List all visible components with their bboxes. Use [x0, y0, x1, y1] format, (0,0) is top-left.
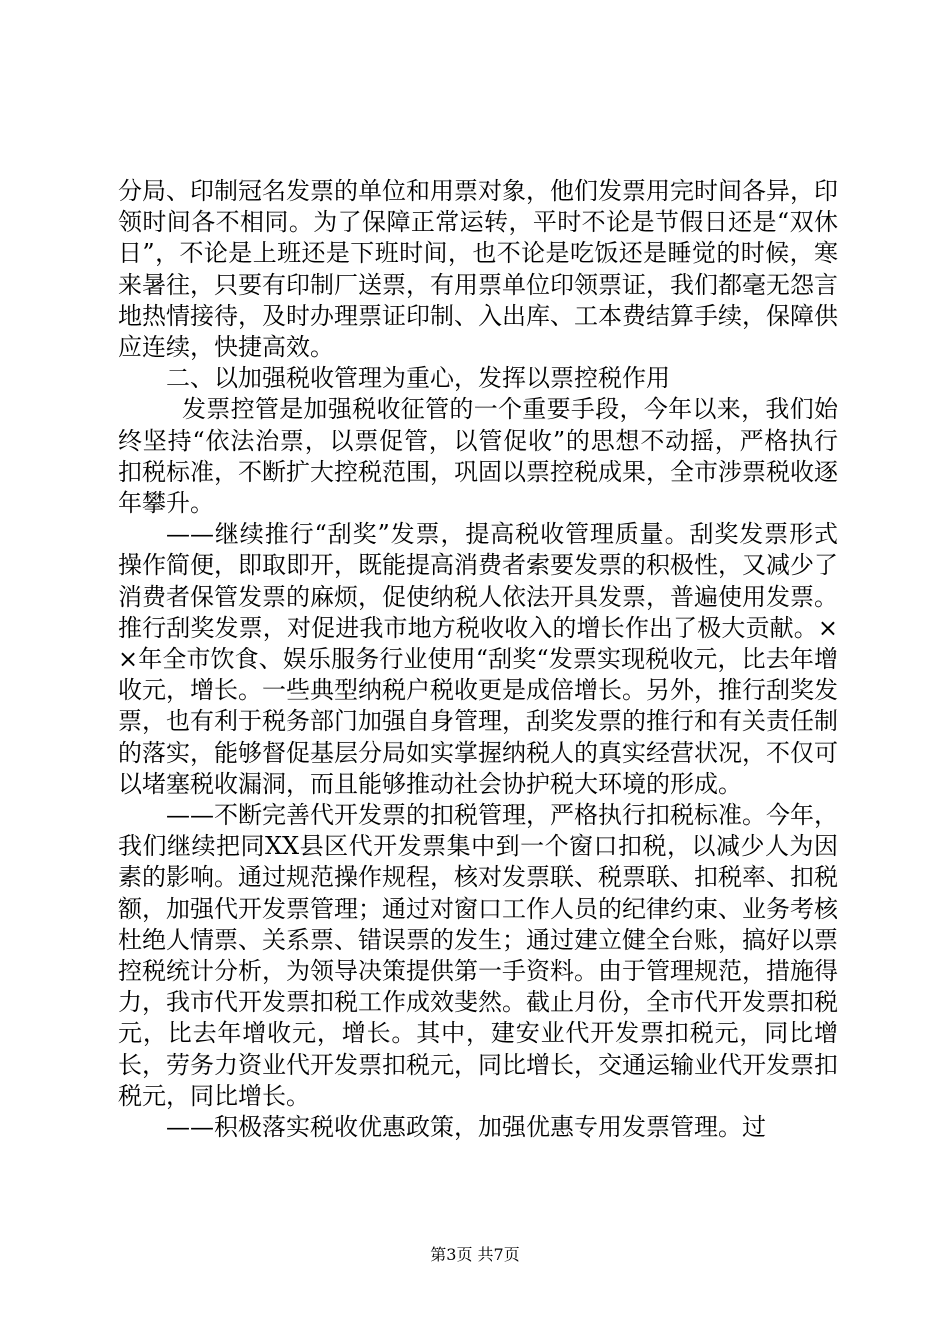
paragraph-tax-preference: ——积极落实税收优惠政策，加强优惠专用发票管理。过 [166, 1113, 766, 1142]
section-heading: 二、以加强税收管理为重心，发挥以票控税作用 [166, 364, 670, 393]
page-number-footer: 第3页 共7页 [430, 1245, 520, 1264]
paragraph-invoice-control: 发票控管是加强税收征管的一个重要手段，今年以来，我们始终坚持“依法治票，以票促管，以管促收”的思想不动摇，严格执行扣税标准，不断扩大控税范围，巩固以票控税成果，全市涉票税收逐年攀升。 [118, 395, 838, 518]
paragraph-proxy-invoice: ——不断完善代开发票的扣税管理，严格执行扣税标准。今年，我们继续把同XX县区代开发票集中到一个窗口扣税，以减少人为因素的影响。通过规范操作规程，核对发票联、税票联、扣税率、扣税额，加强代开发票管理；通过对窗口工作人员的纪律约束、业务考核杜绝人情票、关系票、错误票的发生；通过建立健全台账，搞好以票控税统计分析，为领导决策提供第一手资料。由于管理规范，措施得力，我市代开发票扣税工作成效斐然。截止月份，全市代开发票扣税元，比去年增收元，增长。其中，建安业代开发票扣税元，同比增长，劳务力资业代开发票扣税元，同比增长，交通运输业代开发票扣税元，同比增长。 [118, 801, 838, 1110]
paragraph-scratch-invoice: ——继续推行“刮奖”发票，提高税收管理质量。刮奖发票形式操作简便，即取即开，既能提高消费者索要发票的积极性，又减少了消费者保管发票的麻烦，促使纳税人依法开具发票，普遍使用发票。推行刮奖发票，对促进我市地方税收收入的增长作出了极大贡献。××年全市饮食、娱乐服务行业使用“刮奖“发票实现税收元，比去年增收元，增长。一些典型纳税户税收更是成倍增长。另外，推行刮奖发票，也有利于税务部门加强自身管理，刮奖发票的推行和有关责任制的落实，能够督促基层分局如实掌握纳税人的真实经营状况，不仅可以堵塞税收漏洞，而且能够推动社会协护税大环境的形成。 [118, 520, 838, 798]
document-body [118, 176, 838, 1143]
paragraph-continuation: 分局、印制冠名发票的单位和用票对象，他们发票用完时间各异，印领时间各不相同。为了保障正常运转，平时不论是节假日还是“双休日”，不论是上班还是下班时间，也不论是吃饭还是睡觉的时候，寒来暑往，只要有印制厂送票，有用票单位印领票证，我们都毫无怨言地热情接待，及时办理票证印制、入出库、工本费结算手续，保障供应连续，快捷高效。 [118, 177, 838, 362]
